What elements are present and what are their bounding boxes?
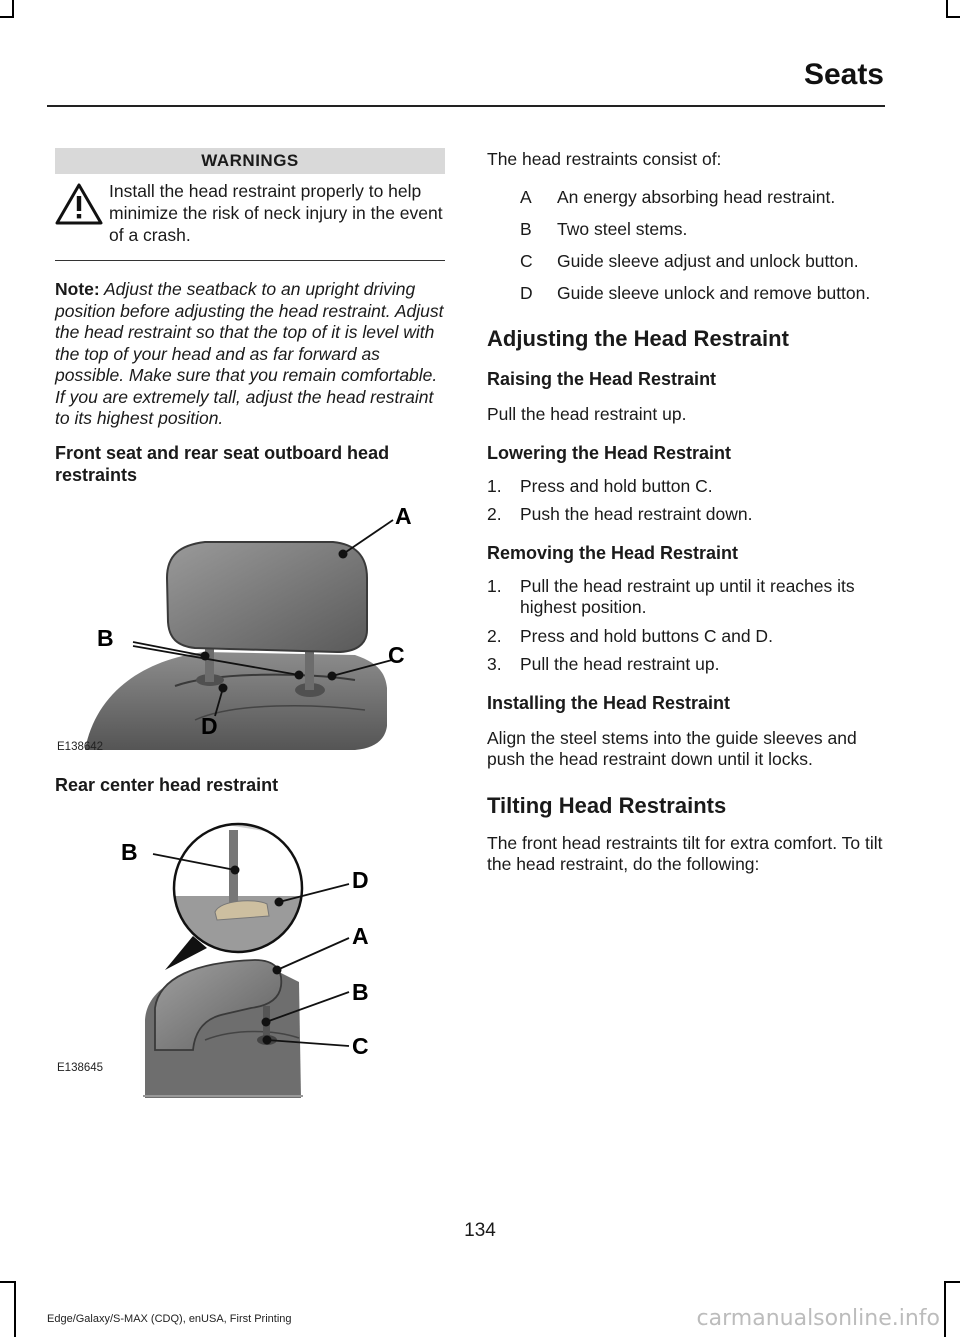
- part-text: Two steel stems.: [557, 219, 688, 239]
- figure1-label-c: C: [388, 641, 405, 668]
- figure1-label-a: A: [395, 502, 412, 529]
- raising-heading: Raising the Head Restraint: [487, 369, 717, 389]
- list-item: [487, 219, 887, 240]
- note-paragraph: [55, 279, 445, 430]
- note-label: Note:: [55, 279, 100, 299]
- rear-center-heading: Rear center head restraint: [55, 774, 279, 795]
- removing-heading: Removing the Head Restraint: [487, 542, 739, 563]
- part-key: D: [520, 283, 533, 303]
- list-item: [487, 283, 887, 304]
- figure2-label-d: D: [352, 866, 369, 893]
- page-title: Seats: [803, 58, 884, 91]
- warnings-heading: WARNINGS: [55, 148, 445, 174]
- right-column: [487, 148, 887, 876]
- list-item: [487, 251, 887, 272]
- warning-box: [55, 174, 445, 261]
- figure2-label-b-top: B: [121, 838, 138, 865]
- list-item: [487, 654, 887, 676]
- list-item: [487, 476, 887, 498]
- crop-mark: [946, 0, 948, 16]
- lowering-steps: [487, 476, 887, 526]
- page-number: 134: [464, 1220, 496, 1241]
- crop-mark: [944, 1281, 946, 1337]
- list-item: [487, 576, 887, 619]
- warning-text: Install the head restraint properly to help minimize the risk of neck injury in the event of a crash.: [109, 181, 443, 245]
- step-text: Pull the head restraint up.: [520, 654, 720, 674]
- figure1-code: E138642: [57, 740, 104, 753]
- parts-list: [487, 187, 887, 304]
- front-restraints-heading: Front seat and rear seat outboard head restraints: [55, 442, 390, 485]
- footer-text: Edge/Galaxy/S-MAX (CDQ), enUSA, First Printing: [47, 1313, 292, 1325]
- removing-steps: [487, 576, 887, 676]
- rear-center-head-restraint-figure: [55, 800, 445, 1100]
- part-text: An energy absorbing head restraint.: [557, 187, 836, 207]
- step-number: 1.: [487, 475, 502, 496]
- figure2-label-c: C: [352, 1032, 369, 1059]
- step-text: Push the head restraint down.: [520, 504, 753, 524]
- installing-text: Align the steel stems into the guide sleeves and push the head restraint down until it locks.: [487, 727, 857, 769]
- part-text: Guide sleeve adjust and unlock button.: [557, 251, 859, 271]
- warning-triangle-icon: [55, 182, 103, 226]
- crop-mark: [14, 1281, 16, 1337]
- part-text: Guide sleeve unlock and remove button.: [557, 283, 871, 303]
- step-text: Pull the head restraint up until it reaches its highest position.: [520, 575, 855, 617]
- note-text: Adjust the seatback to an upright driving position before adjusting the head restraint. Adjust the head restraint so that the top of it is level with the top of your head and as far forward as possible. Make sure that you remain comfortable. If you are extremely tall, adjust the head restraint to its highest position.: [55, 279, 444, 428]
- rear-center-head-restraint-illustration: [55, 800, 445, 1100]
- figure1-label-b: B: [97, 624, 114, 651]
- step-number: 2.: [487, 504, 502, 524]
- front-head-restraint-figure: [55, 490, 445, 760]
- installing-heading: Installing the Head Restraint: [487, 692, 731, 713]
- list-item: [487, 187, 887, 208]
- step-number: 2.: [487, 625, 502, 646]
- list-item: [487, 626, 887, 648]
- part-key: C: [520, 251, 533, 271]
- part-key: A: [520, 187, 532, 207]
- crop-mark: [12, 0, 14, 16]
- tilting-heading: Tilting Head Restraints: [487, 792, 727, 818]
- figure1-label-d: D: [201, 712, 218, 739]
- figure2-label-a: A: [352, 922, 369, 949]
- watermark: carmanualsonline.info: [696, 1306, 940, 1331]
- step-number: 3.: [487, 654, 502, 674]
- figure2-label-b-bottom: B: [352, 978, 369, 1005]
- lowering-heading: Lowering the Head Restraint: [487, 442, 732, 463]
- part-key: B: [520, 219, 532, 239]
- header-rule: [47, 105, 885, 107]
- left-column: [55, 148, 445, 1100]
- raising-text: Pull the head restraint up.: [487, 404, 687, 424]
- adjusting-heading: Adjusting the Head Restraint: [487, 326, 789, 351]
- tilting-text: The front head restraints tilt for extra comfort. To tilt the head restraint, do the following:: [487, 832, 883, 874]
- crop-mark: [944, 1281, 960, 1283]
- crop-mark: [0, 16, 14, 18]
- step-text: Press and hold buttons C and D.: [520, 625, 773, 646]
- list-item: [487, 504, 887, 526]
- front-head-restraint-illustration: [55, 490, 445, 760]
- step-number: 1.: [487, 575, 502, 596]
- parts-intro: The head restraints consist of:: [487, 149, 722, 169]
- crop-mark: [946, 16, 960, 18]
- figure2-code: E138645: [57, 1061, 104, 1074]
- step-text: Press and hold button C.: [520, 475, 713, 496]
